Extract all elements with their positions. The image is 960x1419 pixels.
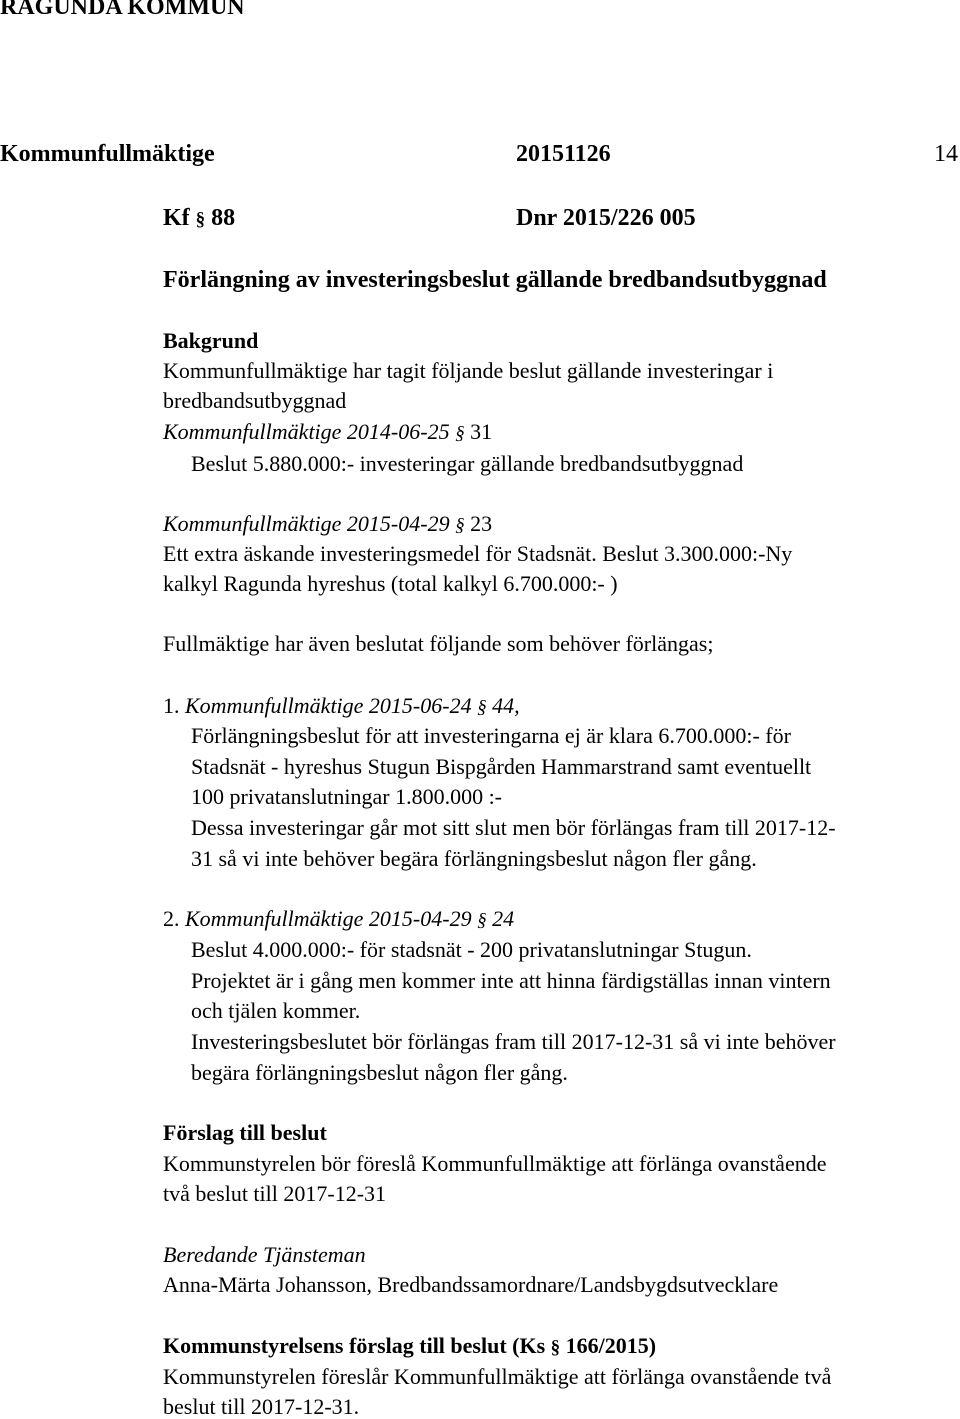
- bakgrund-heading: Bakgrund: [163, 328, 259, 353]
- item-2-line: Projektet är i gång men kommer inte att hinna färdigställas innan vintern: [191, 968, 831, 993]
- ref2-line-1: Ett extra äskande investeringsmedel för Stadsnät. Beslut 3.300.000:-Ny: [163, 541, 793, 566]
- forslag-line-1: Kommunstyrelen bör föreslå Kommunfullmäktige att förlänga ovanstående: [163, 1151, 827, 1176]
- ref-kf-2014-06-25: Kommunfullmäktige 2014-06-25 § 31: [163, 419, 493, 444]
- page-number: 14: [934, 141, 958, 167]
- item-1-line: Stadsnät - hyreshus Stugun Bispgården Hammarstrand samt eventuellt: [191, 754, 812, 779]
- ref2-line-2: kalkyl Ragunda hyreshus (total kalkyl 6.700.000:- ): [163, 571, 618, 596]
- item-1-line: Förlängningsbeslut för att investeringarna ej är klara 6.700.000:- för: [191, 723, 791, 748]
- forslag-heading: Förslag till beslut: [163, 1120, 327, 1145]
- beredande-heading: Beredande Tjänsteman: [163, 1242, 366, 1267]
- meeting-date: 20151126: [516, 141, 611, 167]
- ks-forslag-line-1: Kommunstyrelen föreslår Kommunfullmäktige att förlänga ovanstående två: [163, 1364, 832, 1389]
- dnr: Dnr 2015/226 005: [516, 205, 696, 231]
- item-1-line: Dessa investeringar går mot sitt slut men bör förlängas fram till 2017-12-: [191, 815, 836, 840]
- paragraph-number: 88: [211, 205, 236, 231]
- meeting-body: Kommunfullmäktige: [0, 141, 215, 167]
- also-decided: Fullmäktige har även beslutat följande som behöver förlängas;: [163, 631, 714, 656]
- item-2-line: Beslut 4.000.000:- för stadsnät - 200 privatanslutningar Stugun.: [191, 937, 752, 962]
- paragraph-ref: [163, 206, 235, 230]
- item-1-ref: 1. Kommunfullmäktige 2015-06-24 § 44,: [163, 693, 520, 718]
- document-title: Förlängning av investeringsbeslut gällande bredbandsutbyggnad: [163, 267, 827, 293]
- item-1-line: 31 så vi inte behöver begära förlängningsbeslut någon fler gång.: [191, 846, 757, 871]
- bakgrund-line-2: bredbandsutbyggnad: [163, 388, 347, 413]
- ref1-text: Beslut 5.880.000:- investeringar gällande bredbandsutbyggnad: [191, 451, 744, 476]
- paragraph-label: Kf: [163, 205, 190, 231]
- beredande-name: Anna-Märta Johansson, Bredbandssamordnare/Landsbygdsutvecklare: [163, 1272, 779, 1297]
- item-2-line: begära förlängningsbeslut någon fler gång.: [191, 1060, 568, 1085]
- org-name: RAGUNDA KOMMUN: [0, 0, 245, 20]
- item-2-line: Investeringsbeslutet bör förlängas fram till 2017-12-31 så vi inte behöver: [191, 1029, 836, 1054]
- bakgrund-line-1: Kommunfullmäktige har tagit följande beslut gällande investeringar i: [163, 358, 774, 383]
- ks-forslag-heading: Kommunstyrelsens förslag till beslut (Ks § 166/2015): [163, 1333, 657, 1358]
- paragraph-sign: §: [195, 209, 206, 230]
- forslag-line-2: två beslut till 2017-12-31: [163, 1181, 387, 1206]
- ks-forslag-line-2: beslut till 2017-12-31.: [163, 1394, 360, 1419]
- item-2-ref: 2. Kommunfullmäktige 2015-04-29 § 24: [163, 906, 515, 931]
- item-1-line: 100 privatanslutningar 1.800.000 :-: [191, 784, 503, 809]
- ref-kf-2015-04-29: Kommunfullmäktige 2015-04-29 § 23: [163, 511, 493, 536]
- item-2-line: och tjälen kommer.: [191, 998, 361, 1023]
